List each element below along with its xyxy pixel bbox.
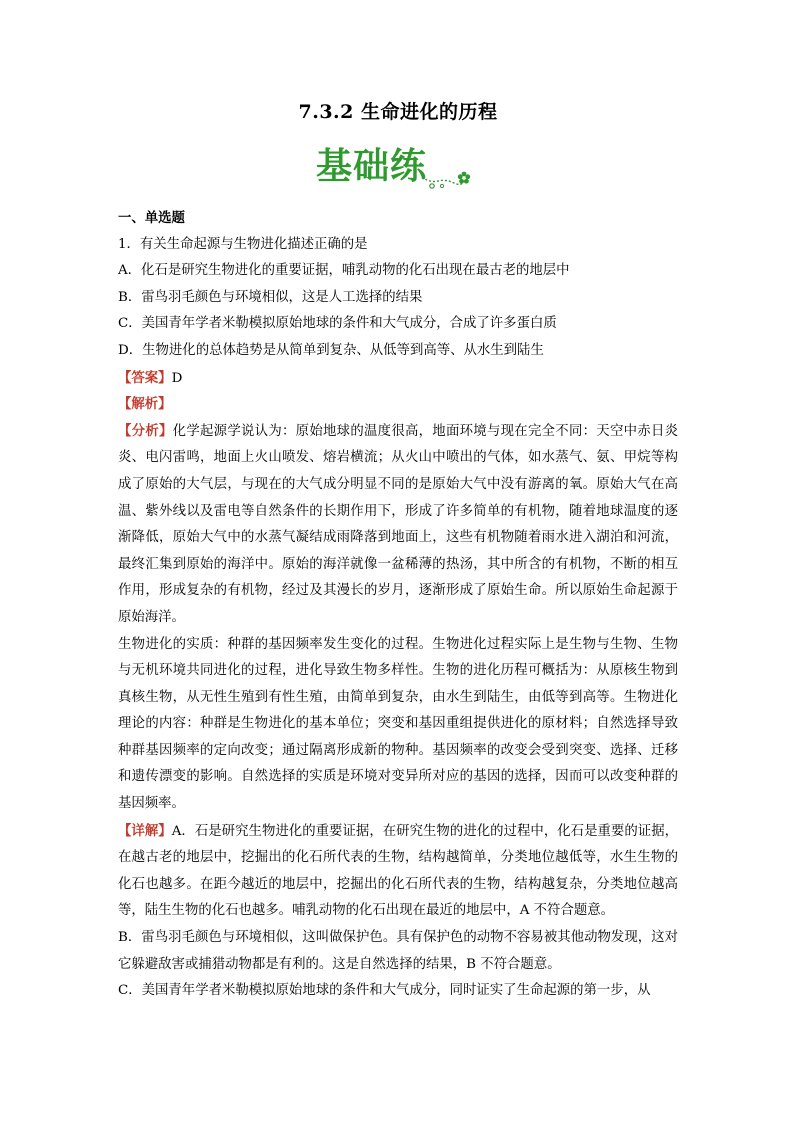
option-d: D．生物进化的总体趋势是从简单到复杂、从低等到高等、从水生到陆生 [118, 342, 544, 358]
detail-text-a: A．石是研究生物进化的重要证据，在研究生物的进化的过程中，化石是重要的证据，在越古老的地层中，挖掘出的化石所代表的生物，结构越简单，分类地位越低等，水生生物的化石也越多。在距今越近的地层中，挖掘出的化石所代表的生物，结构越复杂，分类地位越高等，陆生生物的化石也越多。哺乳动物的化石出现在最近的地层中，A 不符合题意。 [118, 823, 679, 919]
answer-label: 【答案】 [118, 369, 172, 386]
answer-value: D [171, 370, 183, 386]
detail-paragraph-b: B．雷鸟羽毛颜色与环境相似，这叫做保护色。具有保护色的动物不容易被其他动物发现，这对它躲避敌害或捕猎动物都是有利的。这是自然选择的结果，B 不符合题意。 [118, 930, 678, 972]
section-heading: 一、单选题 [118, 210, 185, 226]
analysis-paragraph-1 [118, 418, 678, 632]
xiangjie-label: 【详解】 [118, 822, 172, 839]
document-body [118, 205, 678, 1005]
detail-paragraph-a [118, 818, 678, 925]
logo-text: 基础练 [316, 146, 428, 187]
vine-flower-icon [420, 169, 472, 191]
fenxi-text-1: 化学起源学说认为：原始地球的温度很高，地面环境与现在完全不同：天空中赤日炎炎、电闪雷鸣，地面上火山喷发、熔岩横流；从火山中喷出的气体，如水蒸气、氨、甲烷等构成了原始的大气层，与现在的大气成分明显不同的是原始大气中没有游离的氧。原始大气在高温、紫外线以及雷电等自然条件的长期作用下，形成了许多简单的有机物，随着地球温度的逐渐降低，原始大气中的水蒸气凝结成雨降落到地面上，这些有机物随着雨水进入湖泊和河流，最终汇集到原始的海洋中。原始的海洋就像一盆稀薄的热汤，其中所含的有机物，不断的相互作用，形成复杂的有机物，经过及其漫长的岁月，逐渐形成了原始生命。所以原始生命起源于原始海洋。 [118, 423, 679, 625]
analysis-label: 【解析】 [118, 396, 172, 413]
page-title: 7.3.2 生命进化的历程 [298, 101, 498, 123]
option-b: B．雷鸟羽毛颜色与环境相似，这是人工选择的结果 [118, 289, 423, 305]
option-a: A．化石是研究生物进化的重要证据，哺乳动物的化石出现在最古老的地层中 [118, 263, 570, 279]
basic-practice-logo [316, 145, 476, 195]
answer-line [118, 365, 678, 392]
fenxi-label: 【分析】 [118, 422, 173, 439]
analysis-paragraph-2: 生物进化的实质：种群的基因频率发生变化的过程。生物进化过程实际上是生物与生物、生物与无机环境共同进化的过程，进化导致生物多样性。生物的进化历程可概括为：从原核生物到真核生物，从无性生殖到有性生殖，由简单到复杂，由水生到陆生，由低等到高等。生物进化理论的内容：种群是生物进化的基本单位；突变和基因重组提供进化的原材料；自然选择导致种群基因频率的定向改变；通过隔离形成新的物种。基因频率的改变会受到突变、选择、迁移和遗传漂变的影响。自然选择的实质是环境对变异所对应的基因的选择，因而可以改变种群的基因频率。 [118, 636, 678, 812]
detail-paragraph-c: C．美国青年学者米勒模拟原始地球的条件和大气成分，同时证实了生命起源的第一步，从 [118, 983, 651, 999]
option-c: C．美国青年学者米勒模拟原始地球的条件和大气成分，合成了许多蛋白质 [118, 316, 557, 332]
question-stem: 1．有关生命起源与生物进化描述正确的是 [118, 236, 368, 252]
